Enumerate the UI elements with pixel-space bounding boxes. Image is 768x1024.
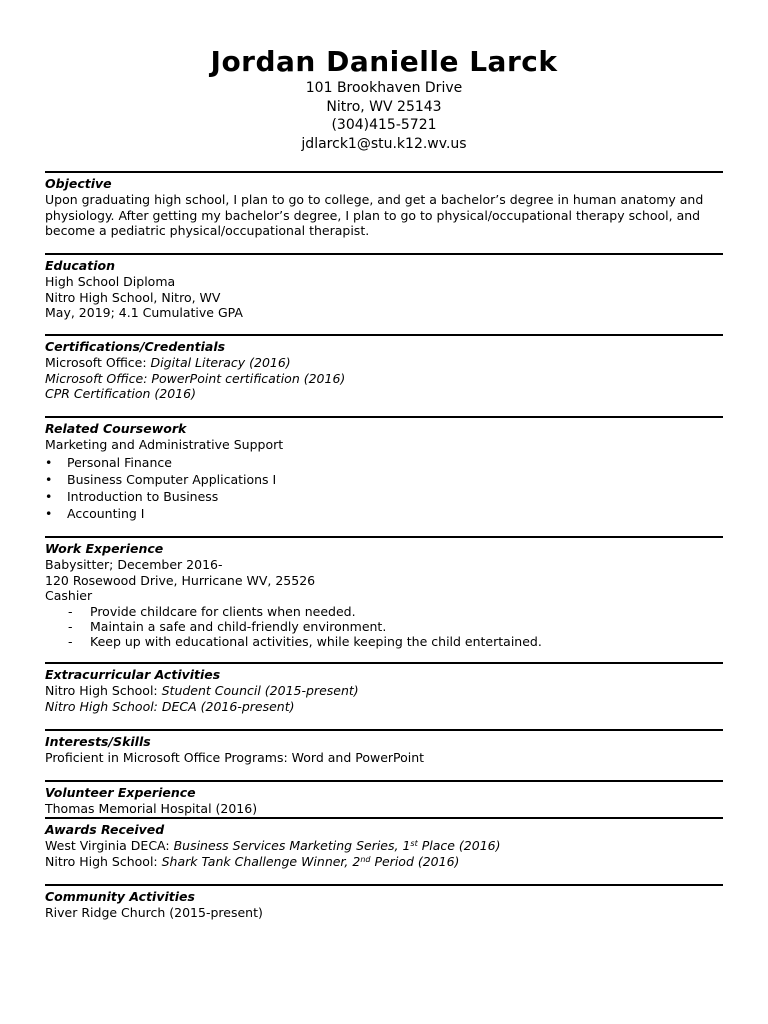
interests-section: [45, 731, 723, 766]
certification-item: [45, 371, 723, 387]
list-item: [45, 505, 723, 522]
section-heading: Objective: [45, 176, 112, 191]
objective-line: become a pediatric physical/occupational therapist.: [45, 223, 370, 238]
education-line: High School Diploma: [45, 274, 176, 289]
objective-line: Upon graduating high school, I plan to go to college, and get a bachelor’s degree in human anatomy and: [45, 192, 704, 207]
awards-section: [45, 819, 723, 869]
resume-header: [0, 45, 768, 153]
certifications-section: [45, 336, 723, 402]
community-section: [45, 886, 723, 921]
award-detail: Business Services Marketing Series, 1: [173, 838, 411, 853]
section-heading: Related Coursework: [45, 421, 187, 436]
email-address: jdlarck1@stu.k12.wv.us: [301, 135, 467, 152]
award-prefix: Nitro High School:: [45, 853, 162, 869]
award-detail-end: Period (2016): [370, 853, 460, 869]
certification-detail: CPR Certification (2016): [45, 386, 196, 401]
award-ordinal: st: [410, 839, 418, 848]
duty-text: Maintain a safe and child-friendly environment.: [90, 618, 387, 634]
list-item: [45, 454, 723, 471]
section-heading: Awards Received: [45, 822, 165, 837]
award-prefix: West Virginia DECA:: [45, 838, 174, 853]
section-heading: Work Experience: [45, 541, 164, 556]
candidate-name: Jordan Danielle Larck: [210, 45, 558, 78]
education-section: [45, 255, 723, 321]
section-heading: Extracurricular Activities: [45, 667, 221, 682]
bullet-icon: •: [45, 505, 53, 521]
certification-item: [45, 386, 723, 402]
course-name: Personal Finance: [67, 454, 172, 470]
objective-section: [45, 173, 723, 239]
list-item: [45, 619, 723, 634]
dash-icon: -: [68, 633, 73, 649]
volunteer-line: Thomas Memorial Hospital (2016): [45, 801, 258, 816]
dash-icon: -: [68, 603, 73, 619]
award-detail: Shark Tank Challenge Winner, 2: [161, 853, 361, 869]
phone-number: (304)415-5721: [331, 117, 437, 133]
certification-detail: Digital Literacy (2016): [150, 355, 291, 370]
section-heading: Interests/Skills: [45, 734, 151, 749]
award-item: [45, 838, 723, 854]
list-item: [45, 604, 723, 619]
duty-text: Keep up with educational activities, while keeping the child entertained.: [90, 633, 542, 649]
education-line: Nitro High School, Nitro, WV: [45, 289, 221, 305]
work-section: [45, 538, 723, 649]
list-item: [45, 488, 723, 505]
certification-item: [45, 355, 723, 371]
interests-line: Proficient in Microsoft Office Programs: Word and PowerPoint: [45, 750, 425, 765]
extracurricular-section: [45, 664, 723, 714]
course-name: Introduction to Business: [67, 488, 219, 504]
section-heading: Volunteer Experience: [45, 785, 196, 800]
coursework-section: [45, 418, 723, 522]
education-line: May, 2019; 4.1 Cumulative GPA: [45, 305, 243, 320]
address-line-2: Nitro, WV 25143: [326, 98, 442, 115]
course-name: Business Computer Applications I: [67, 471, 277, 487]
volunteer-section: [45, 782, 723, 817]
section-heading: Certifications/Credentials: [45, 339, 226, 354]
award-detail-end: Place (2016): [417, 838, 501, 853]
activity-item: [45, 683, 723, 699]
certification-prefix: Microsoft Office:: [45, 355, 151, 370]
work-line: Babysitter; December 2016-: [45, 557, 223, 572]
work-line: Cashier: [45, 588, 93, 603]
award-item: [45, 854, 723, 870]
list-item: [45, 471, 723, 488]
bullet-icon: •: [45, 454, 53, 470]
award-ordinal: nd: [360, 854, 371, 864]
list-item: [45, 634, 723, 649]
address-line-1: 101 Brookhaven Drive: [305, 80, 463, 96]
duty-text: Provide childcare for clients when needed.: [90, 603, 356, 619]
dash-icon: -: [68, 618, 73, 634]
activity-detail: Student Council (2015-present): [161, 683, 359, 698]
objective-line: physiology. After getting my bachelor’s degree, I plan to go to physical/occupational therapy school, and: [45, 207, 701, 223]
section-heading: Community Activities: [45, 889, 195, 904]
section-heading: Education: [45, 258, 115, 273]
bullet-icon: •: [45, 488, 53, 504]
activity-detail: Nitro High School: DECA (2016-present): [45, 698, 295, 714]
course-name: Accounting I: [67, 505, 145, 521]
activity-prefix: Nitro High School:: [45, 683, 162, 698]
community-line: River Ridge Church (2015-present): [45, 905, 263, 920]
certification-detail: Microsoft Office: PowerPoint certification (2016): [45, 370, 346, 386]
activity-item: [45, 699, 723, 715]
bullet-icon: •: [45, 471, 53, 487]
coursework-intro: Marketing and Administrative Support: [45, 437, 284, 452]
work-line: 120 Rosewood Drive, Hurricane WV, 25526: [45, 572, 316, 588]
